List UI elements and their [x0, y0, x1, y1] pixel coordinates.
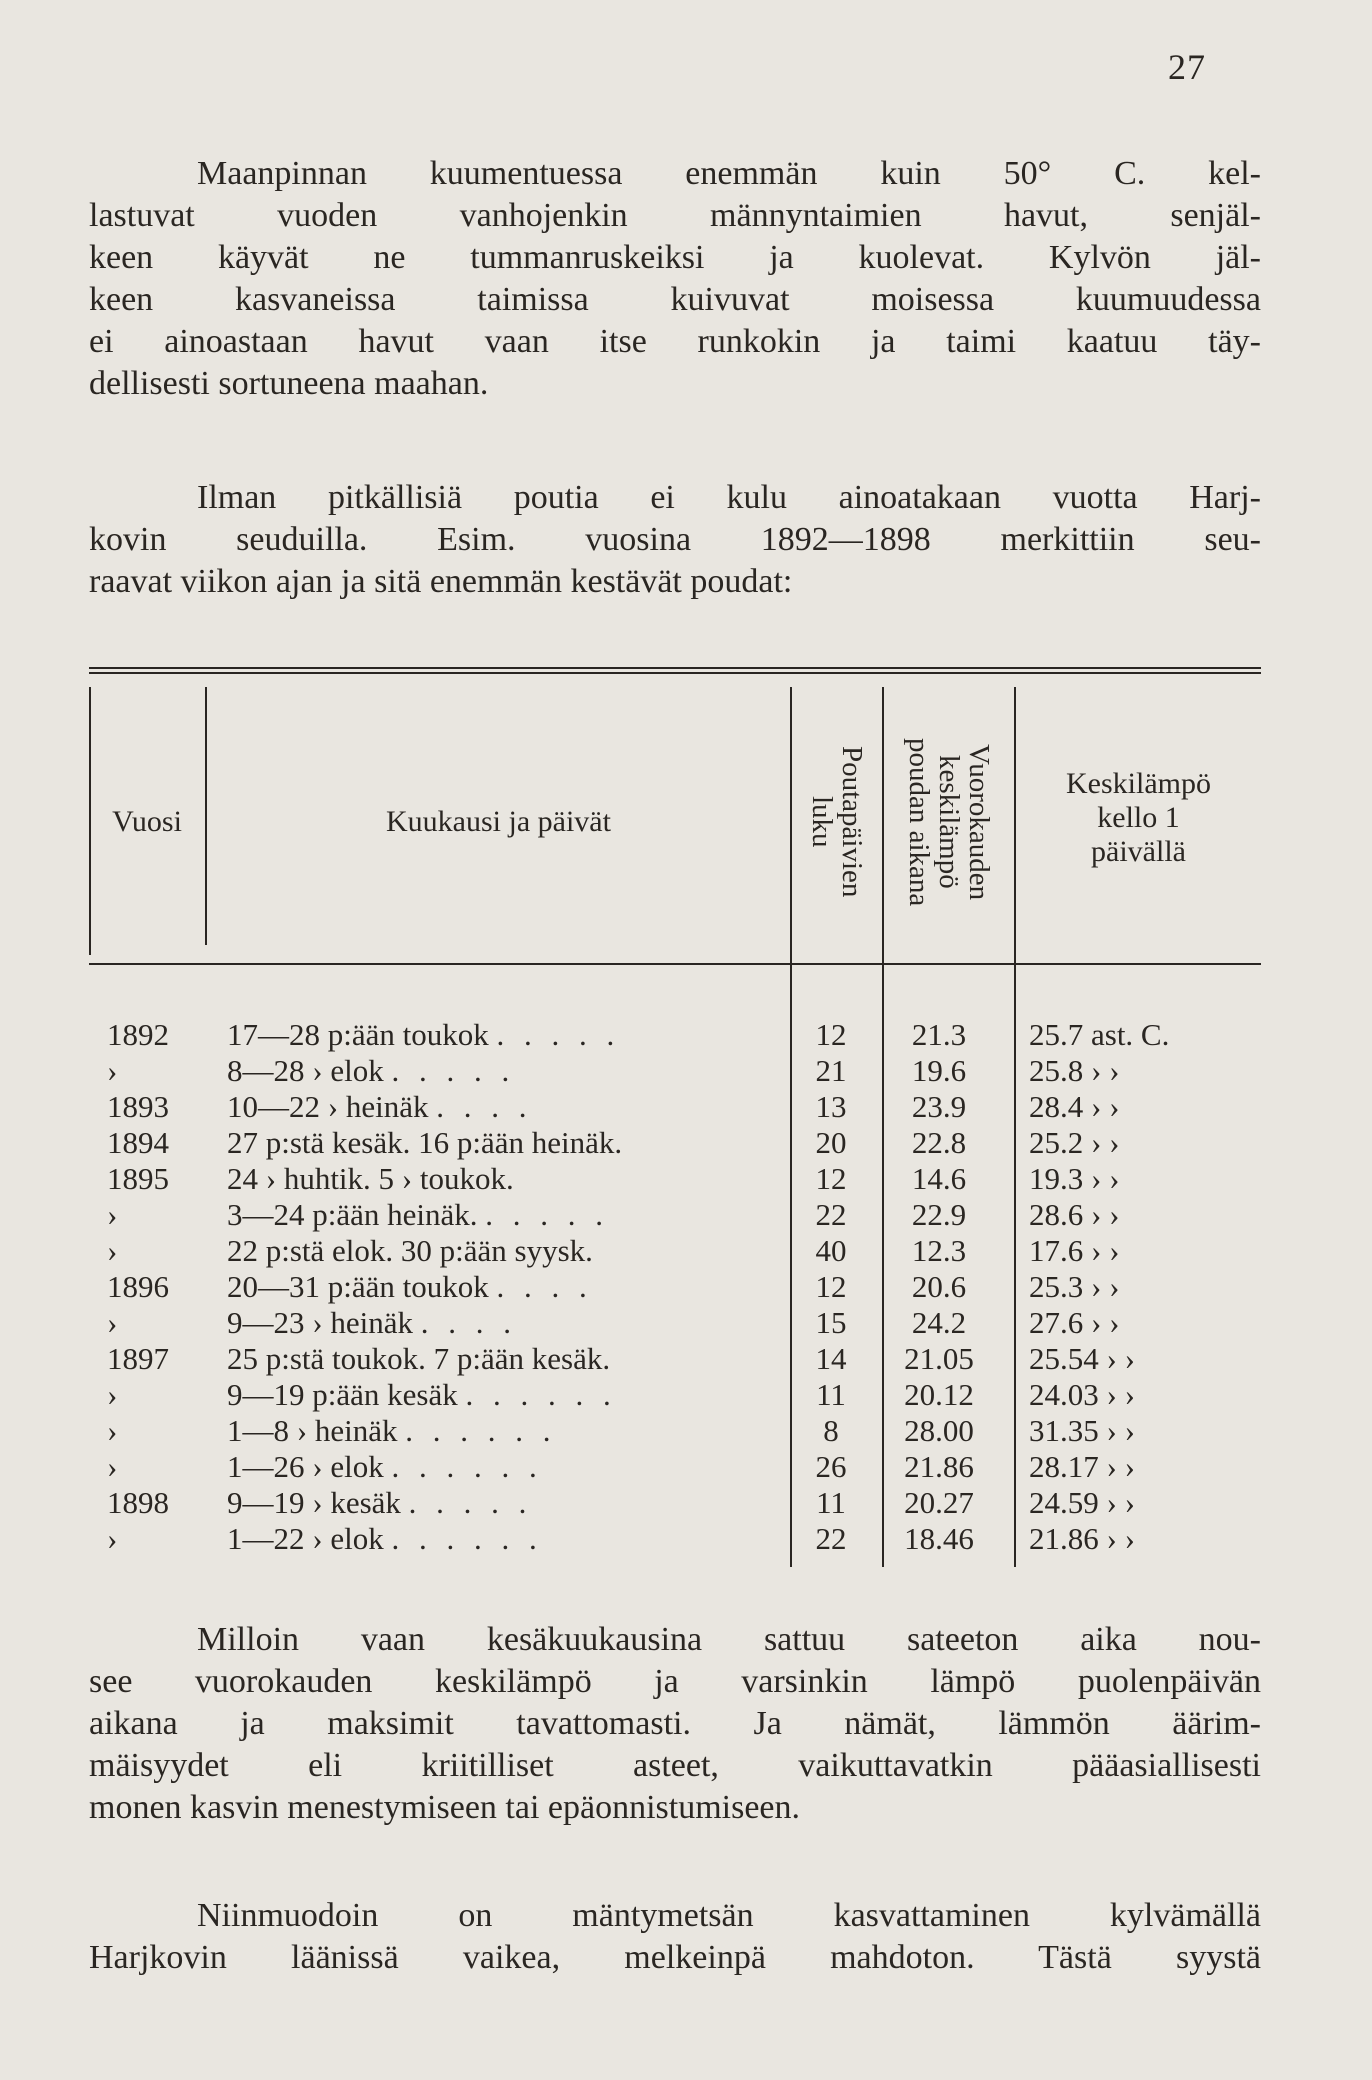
cell-drought-days: 21: [815, 1053, 847, 1088]
table-row: [89, 1377, 1261, 1413]
cell-period: [227, 1485, 859, 1521]
table-row: [89, 1161, 1261, 1197]
period-text: 1—8 › heinäk: [227, 1413, 398, 1448]
page-number: 27: [1168, 47, 1206, 87]
text-line: Ilman pitkällisiä poutia ei kulu ainoatakaan vuotta Harj-: [197, 479, 1261, 516]
period-text: 1—22 › elok: [227, 1521, 384, 1556]
cell-year: ›: [107, 1233, 118, 1268]
table-row: [89, 1017, 1261, 1053]
leader-dots: . . . . . .: [391, 1521, 543, 1556]
table-row: [89, 1089, 1261, 1125]
table-body: [89, 1017, 1261, 1557]
cell-period: [227, 1233, 859, 1269]
cell-drought-days: 12: [815, 1269, 847, 1304]
cell-year: 1897: [107, 1341, 169, 1376]
paragraph-critical-temperatures: [89, 1619, 1261, 1829]
cell-daily-mean: 28.00: [904, 1413, 974, 1448]
cell-period: [227, 1305, 859, 1341]
text-line: see vuorokauden keskilämpö ja varsinkin lämpö puolenpäivän: [89, 1663, 1261, 1700]
cell-period: [227, 1125, 859, 1161]
table-row: [89, 1053, 1261, 1089]
leader-dots: . . . .: [436, 1089, 533, 1124]
cell-period: [227, 1269, 859, 1305]
leader-dots: . . . .: [496, 1269, 593, 1304]
cell-drought-days: 26: [815, 1449, 847, 1484]
text-line: aikana ja maksimit tavattomasti. Ja nämät, lämmön äärim-: [89, 1705, 1261, 1742]
cell-period: [227, 1161, 859, 1197]
cell-drought-days: 20: [815, 1125, 847, 1160]
header-period: Kuukausi ja päivät: [386, 805, 611, 838]
table-rule-header: [89, 963, 1261, 965]
text-line: Harjkovin läänissä vaikea, melkeinpä mahdoton. Tästä syystä: [89, 1939, 1261, 1976]
table-row: [89, 1269, 1261, 1305]
text-line: Maanpinnan kuumentuessa enemmän kuin 50° C. kel-: [197, 155, 1261, 192]
table-row: [89, 1233, 1261, 1269]
table-row: [89, 1125, 1261, 1161]
table-row: [89, 1341, 1261, 1377]
cell-drought-days: 12: [815, 1161, 847, 1196]
cell-year: ›: [107, 1377, 118, 1412]
cell-noon-mean: 24.03 › ›: [1029, 1377, 1135, 1412]
cell-year: ›: [107, 1305, 118, 1340]
cell-daily-mean: 22.8: [911, 1125, 967, 1160]
period-text: 9—19 p:ään kesäk: [227, 1377, 458, 1412]
period-text: 25 p:stä toukok. 7 p:ään kesäk.: [227, 1341, 611, 1376]
cell-noon-mean: 25.3 › ›: [1029, 1269, 1120, 1304]
cell-daily-mean: 20.6: [911, 1269, 967, 1304]
paragraph-droughts-intro: [89, 477, 1261, 603]
cell-year: ›: [107, 1521, 118, 1556]
cell-daily-mean: 14.6: [911, 1161, 967, 1196]
header-drought-days: [792, 697, 882, 947]
cell-drought-days: 22: [815, 1197, 847, 1232]
text-line: Milloin vaan kesäkuukausina sattuu sateeton aika nou-: [197, 1621, 1261, 1658]
period-text: 8—28 › elok: [227, 1053, 384, 1088]
table-row: [89, 1485, 1261, 1521]
cell-period: [227, 1053, 859, 1089]
table-rule-top-inner: [89, 672, 1261, 674]
text-line: monen kasvin menestymiseen tai epäonnistumiseen.: [89, 1789, 801, 1826]
period-text: 20—31 p:ään toukok: [227, 1269, 489, 1304]
leader-dots: . . . . . .: [465, 1377, 617, 1412]
cell-drought-days: 12: [815, 1017, 847, 1052]
leader-dots: . . . . .: [391, 1053, 516, 1088]
cell-period: [227, 1089, 859, 1125]
cell-drought-days: 13: [815, 1089, 847, 1124]
cell-noon-mean: 19.3 › ›: [1029, 1161, 1120, 1196]
paragraph-conclusion: [89, 1895, 1261, 1979]
cell-year: ›: [107, 1413, 118, 1448]
cell-period: [227, 1413, 859, 1449]
cell-noon-mean: 25.2 › ›: [1029, 1125, 1120, 1160]
period-text: 22 p:stä elok. 30 p:ään syysk.: [227, 1233, 593, 1268]
header-daily-mean-text: Vuorokauden keskilämpö poudan aikana: [903, 737, 995, 907]
cell-period: [227, 1341, 859, 1377]
cell-year: ›: [107, 1449, 118, 1484]
table-row: [89, 1413, 1261, 1449]
header-noon-line: päivällä: [1091, 835, 1186, 868]
cell-year: ›: [107, 1197, 118, 1232]
drought-table: [89, 667, 1261, 1567]
header-year: Vuosi: [112, 805, 182, 838]
cell-drought-days: 22: [815, 1521, 847, 1556]
table-row: [89, 1305, 1261, 1341]
cell-year: 1898: [107, 1485, 169, 1520]
cell-noon-mean: 28.17 › ›: [1029, 1449, 1135, 1484]
cell-daily-mean: 21.86: [904, 1449, 974, 1484]
cell-noon-mean: 28.6 › ›: [1029, 1197, 1120, 1232]
text-line: dellisesti sortuneena maahan.: [89, 365, 489, 402]
period-text: 3—24 p:ään heinäk.: [227, 1197, 478, 1232]
paragraph-heat-damage: [89, 153, 1261, 405]
cell-noon-mean: 24.59 › ›: [1029, 1485, 1135, 1520]
cell-year: 1892: [107, 1017, 169, 1052]
cell-period: [227, 1197, 859, 1233]
cell-noon-mean: 25.8 › ›: [1029, 1053, 1120, 1088]
cell-daily-mean: 24.2: [911, 1305, 967, 1340]
cell-year: 1895: [107, 1161, 169, 1196]
cell-period: [227, 1521, 859, 1557]
cell-daily-mean: 21.05: [904, 1341, 974, 1376]
text-line: Niinmuodoin on mäntymetsän kasvattaminen kylvämällä: [197, 1897, 1261, 1934]
period-text: 27 p:stä kesäk. 16 p:ään heinäk.: [227, 1125, 623, 1160]
cell-daily-mean: 22.9: [911, 1197, 967, 1232]
period-text: 10—22 › heinäk: [227, 1089, 429, 1124]
cell-drought-days: 11: [816, 1377, 846, 1412]
text-line: keen käyvät ne tummanruskeiksi ja kuolevat. Kylvön jäl-: [89, 239, 1261, 276]
period-text: 9—19 › kesäk: [227, 1485, 401, 1520]
cell-daily-mean: 20.12: [904, 1377, 974, 1412]
period-text: 1—26 › elok: [227, 1449, 384, 1484]
table-row: [89, 1197, 1261, 1233]
table-row: [89, 1449, 1261, 1485]
header-daily-mean: [884, 697, 1014, 947]
cell-daily-mean: 18.46: [904, 1521, 974, 1556]
cell-noon-mean: 31.35 › ›: [1029, 1413, 1135, 1448]
cell-drought-days: 8: [823, 1413, 839, 1448]
text-line: mäisyydet eli kriitilliset asteet, vaikuttavatkin pääasiallisesti: [89, 1747, 1261, 1784]
leader-dots: . . . . .: [496, 1017, 621, 1052]
header-noon-line: Keskilämpö: [1066, 767, 1211, 800]
header-drought-days-text: Poutapäivien luku: [806, 746, 868, 898]
cell-daily-mean: 19.6: [911, 1053, 967, 1088]
cell-noon-mean: 28.4 › ›: [1029, 1089, 1120, 1124]
cell-daily-mean: 23.9: [911, 1089, 967, 1124]
cell-drought-days: 15: [815, 1305, 847, 1340]
text-line: ei ainoastaan havut vaan itse runkokin ja taimi kaatuu täy-: [89, 323, 1261, 360]
period-text: 9—23 › heinäk: [227, 1305, 413, 1340]
period-text: 24 › huhtik. 5 › toukok.: [227, 1161, 514, 1196]
cell-noon-mean: 25.7 ast. C.: [1029, 1017, 1170, 1052]
cell-noon-mean: 21.86 › ›: [1029, 1521, 1135, 1556]
leader-dots: . . . . .: [485, 1197, 610, 1232]
cell-daily-mean: 20.27: [904, 1485, 974, 1520]
cell-year: 1896: [107, 1269, 169, 1304]
cell-noon-mean: 17.6 › ›: [1029, 1233, 1120, 1268]
cell-drought-days: 14: [815, 1341, 847, 1376]
table-rule-top: [89, 667, 1261, 669]
cell-year: ›: [107, 1053, 118, 1088]
cell-period: [227, 1377, 859, 1413]
text-line: keen kasvaneissa taimissa kuivuvat moisessa kuumuudessa: [89, 281, 1261, 318]
cell-drought-days: 40: [815, 1233, 847, 1268]
header-noon-line: kello 1: [1097, 801, 1180, 834]
period-text: 17—28 p:ään toukok: [227, 1017, 489, 1052]
cell-daily-mean: 12.3: [911, 1233, 967, 1268]
header-noon-mean: [1016, 767, 1261, 869]
leader-dots: . . . . .: [408, 1485, 533, 1520]
leader-dots: . . . .: [420, 1305, 517, 1340]
text-line: kovin seuduilla. Esim. vuosina 1892—1898 merkittiin seu-: [89, 521, 1261, 558]
text-line: raavat viikon ajan ja sitä enemmän kestävät poudat:: [89, 563, 793, 600]
cell-drought-days: 11: [816, 1485, 846, 1520]
text-line: lastuvat vuoden vanhojenkin männyntaimien havut, senjäl-: [89, 197, 1261, 234]
cell-daily-mean: 21.3: [911, 1017, 967, 1052]
cell-period: [227, 1017, 859, 1053]
table-row: [89, 1521, 1261, 1557]
cell-period: [227, 1449, 859, 1485]
leader-dots: . . . . . .: [405, 1413, 557, 1448]
cell-noon-mean: 25.54 › ›: [1029, 1341, 1135, 1376]
cell-year: 1893: [107, 1089, 169, 1124]
leader-dots: . . . . . .: [391, 1449, 543, 1484]
cell-noon-mean: 27.6 › ›: [1029, 1305, 1120, 1340]
cell-year: 1894: [107, 1125, 169, 1160]
